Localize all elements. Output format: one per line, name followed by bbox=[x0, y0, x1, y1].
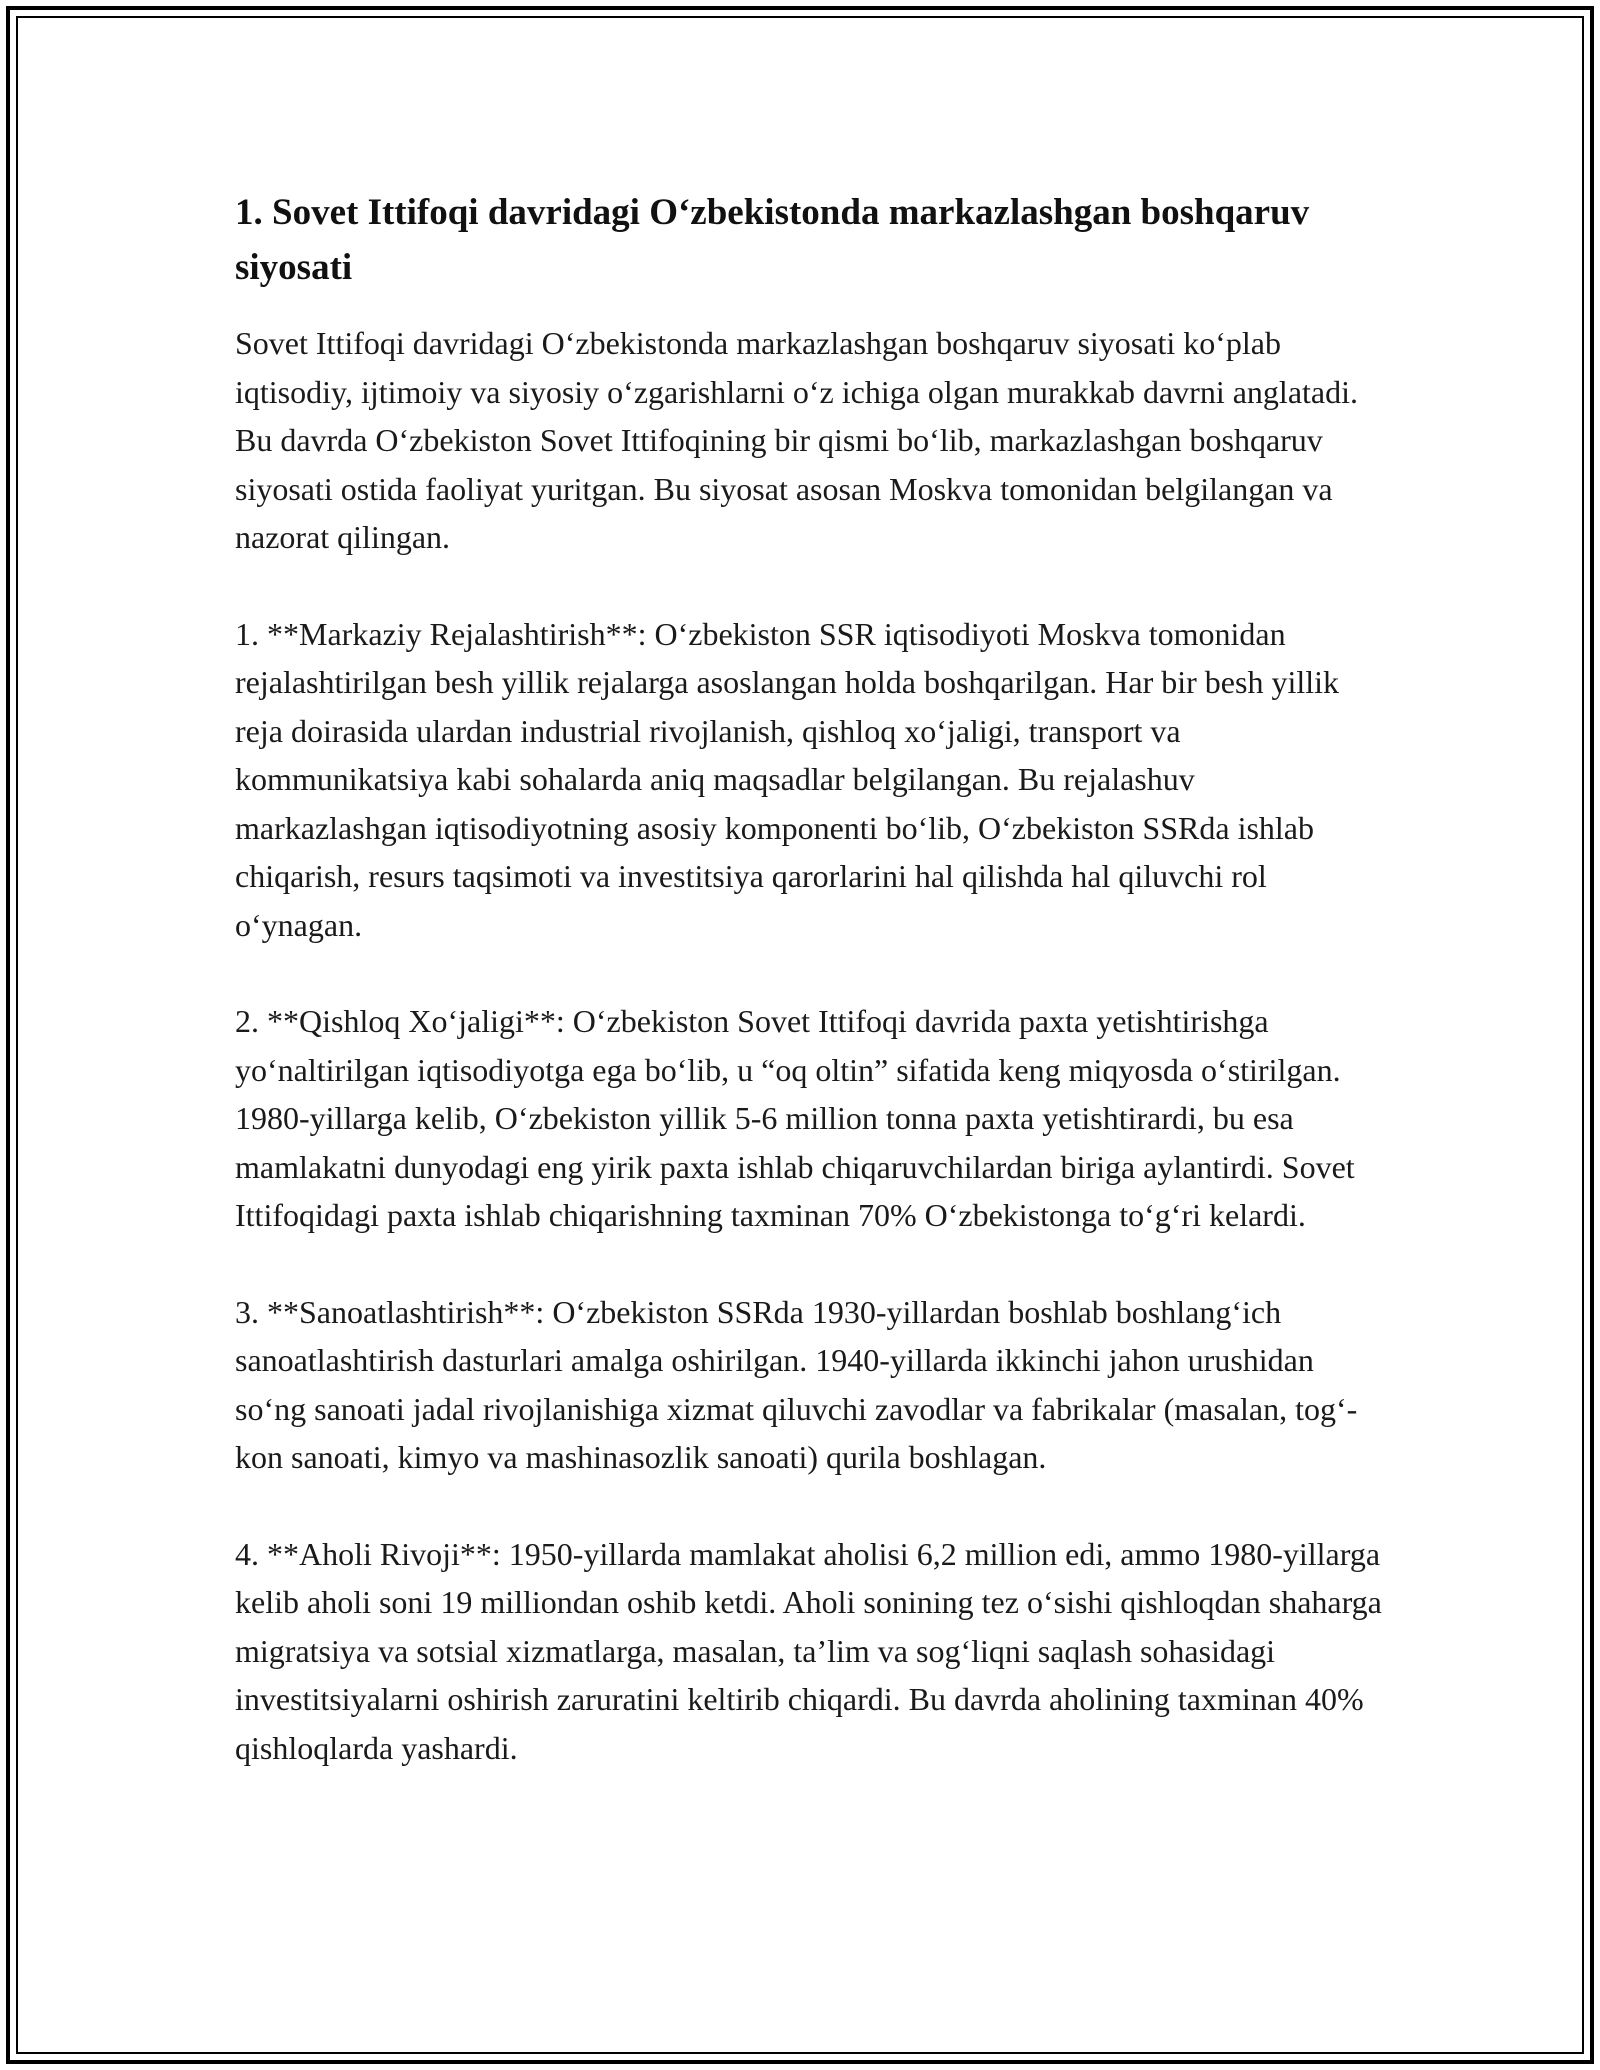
paragraph-sanoatlashtirish: 3. **Sanoatlashtirish**: O‘zbekiston SSRda 1930-yillardan boshlab boshlang‘ich sanoatlashtirish dasturlari amalga oshirilgan. 1940-yillarda ikkinchi jahon urushidan so‘ng sanoati jadal rivojlanishiga xizmat qiluvchi zavodlar va fabrikalar (masalan, tog‘-kon sanoati, kimyo va mashinasozlik sanoati) qurila boshlagan. bbox=[235, 1293, 1358, 1475]
paragraph-markaziy-rejalashtirish: 1. **Markaziy Rejalashtirish**: O‘zbekiston SSR iqtisodiyoti Moskva tomonidan rejalashtirilgan besh yillik rejalarga asoslangan holda boshqarilgan. Har bir besh yillik reja doirasida ulardan industrial rivojlanish, qishloq xo‘jaligi, transport va kommunikatsiya kabi sohalarda aniq maqsadlar belgilangan. Bu rejalashuv markazlashgan iqtisodiyotning asosiy komponenti bo‘lib, O‘zbekiston SSRda ishlab chiqarish, resurs taqsimoti va investitsiya qarorlarini hal qilishda hal qiluvchi rol o‘ynagan. bbox=[235, 615, 1339, 943]
paragraph-qishloq-xojaligi: 2. **Qishloq Xo‘jaligi**: O‘zbekiston Sovet Ittifoqi davrida paxta yetishtirishga yo‘naltirilgan iqtisodiyotga ega bo‘lib, u “oq oltin” sifatida keng miqyosda o‘stirilgan. 1980-yillarga kelib, O‘zbekiston yillik 5-6 million tonna paxta yetishtirardi, bu esa mamlakatni dunyodagi eng yirik paxta ishlab chiqaruvchilardan biriga aylantirdi. Sovet Ittifoqidagi paxta ishlab chiqarishning taxminan 70% O‘zbekistonga to‘g‘ri kelardi. bbox=[235, 1003, 1355, 1233]
intro-paragraph: Sovet Ittifoqi davridagi O‘zbekistonda markazlashgan boshqaruv siyosati ko‘plab iqtisodiy, ijtimoiy va siyosiy o‘zgarishlarni o‘z ichiga olgan murakkab davrni anglatadi. Bu davrda O‘zbekiston Sovet Ittifoqining bir qismi bo‘lib, markazlashgan boshqaruv siyosati ostida faoliyat yuritgan. Bu siyosat asosan Moskva tomonidan belgilangan va nazorat qilingan. bbox=[235, 325, 1358, 555]
document-body bbox=[235, 185, 1385, 1820]
document-heading: 1. Sovet Ittifoqi davridagi O‘zbekistonda markazlashgan boshqaruv siyosati bbox=[235, 192, 1310, 288]
paragraph-aholi-rivoji: 4. **Aholi Rivoji**: 1950-yillarda mamlakat aholisi 6,2 million edi, ammo 1980-yillarga kelib aholi soni 19 milliondan oshib ketdi. Aholi sonining tez o‘sishi qishloqdan shaharga migratsiya va sotsial xizmatlarga, masalan, ta’lim va sog‘liqni saqlash sohasidagi investitsiyalarni oshirish zaruratini keltirib chiqardi. Bu davrda aholining taxminan 40% qishloqlarda yashardi. bbox=[235, 1535, 1382, 1766]
